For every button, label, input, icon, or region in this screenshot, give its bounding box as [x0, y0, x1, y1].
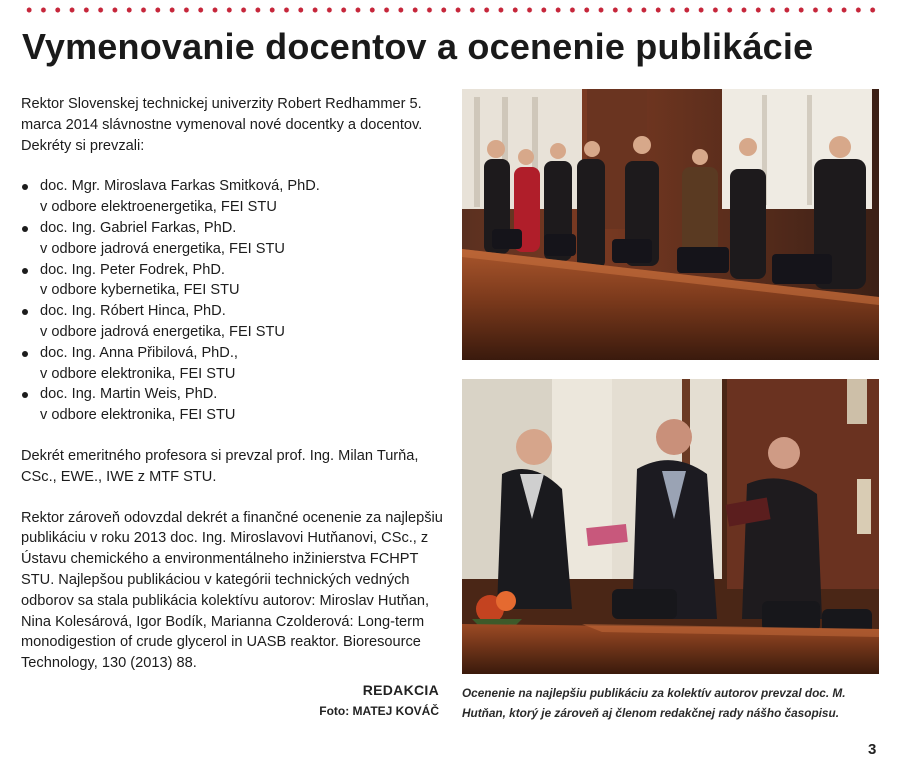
- appointee-name: doc. Mgr. Miroslava Farkas Smitková, PhD.: [40, 178, 320, 195]
- article-body: [21, 94, 451, 674]
- intro-paragraph: Rektor Slovenskej technickej univerzity Robert Redhammer 5. marca 2014 slávnostne vymenoval nové docentky a docentov. Dekréty si prevzali:: [21, 96, 423, 154]
- list-item: [21, 301, 451, 343]
- appointee-name: doc. Ing. Gabriel Farkas, PhD.: [40, 219, 237, 236]
- list-item: [21, 260, 451, 302]
- credits: [319, 680, 439, 722]
- award-ceremony-photo: [462, 379, 879, 674]
- list-item: [21, 176, 451, 218]
- appointee-field: v odbore elektronika, FEI STU: [40, 365, 236, 382]
- appointee-field: v odbore elektroenergetika, FEI STU: [40, 199, 277, 216]
- appointees-list: [21, 176, 451, 426]
- appointee-name: doc. Ing. Anna Přibilová, PhD.,: [40, 344, 238, 361]
- award-paragraph: Rektor zároveň odovzdal dekrét a finančné ocenenie za najlepšiu publikáciu v roku 2013 doc. Ing. Miroslavovi Hutňanovi, CSc., z Ústavu chemického a environmentálneho inžinierstva FCHPT STU. Najlepšou publikáciou v kategórii technických vedných odborov sa stala publikácia kolektívu autorov: Miroslav Hutňan, Nina Kolesárová, Igor Bodík, Marianna Czolderová: Long-term monodigestion of crude glycerol in UASB reaktor. Bioresource Technology, 130 (2013) 88.: [21, 509, 443, 672]
- appointee-name: doc. Ing. Róbert Hinca, PhD.: [40, 303, 226, 320]
- photo-credit: Foto: MATEJ KOVÁČ: [319, 704, 439, 718]
- appointee-field: v odbore kybernetika, FEI STU: [40, 282, 240, 299]
- group-photo: [462, 89, 879, 360]
- list-item: [21, 218, 451, 260]
- emeritus-paragraph: Dekrét emeritného profesora si prevzal prof. Ing. Milan Turňa, CSc., EWE., IWE z MTF STU.: [21, 447, 419, 485]
- photo-caption: Ocenenie na najlepšiu publikáciu za kolektív autorov prevzal doc. M. Hutňan, ktorý je zároveň aj členom redakčnej rady nášho časopisu.: [462, 686, 846, 720]
- appointee-field: v odbore jadrová energetika, FEI STU: [40, 323, 285, 340]
- page-number: 3: [868, 741, 877, 758]
- decorative-dotted-rule: [22, 6, 884, 14]
- appointee-name: doc. Ing. Martin Weis, PhD.: [40, 386, 218, 403]
- list-item: [21, 343, 451, 385]
- appointee-name: doc. Ing. Peter Fodrek, PhD.: [40, 261, 225, 278]
- appointee-field: v odbore jadrová energetika, FEI STU: [40, 240, 285, 257]
- list-item: [21, 384, 451, 426]
- appointee-field: v odbore elektronika, FEI STU: [40, 407, 236, 424]
- article-title: Vymenovanie docentov a ocenenie publikácie: [22, 26, 814, 67]
- author-credit: REDAKCIA: [362, 682, 439, 698]
